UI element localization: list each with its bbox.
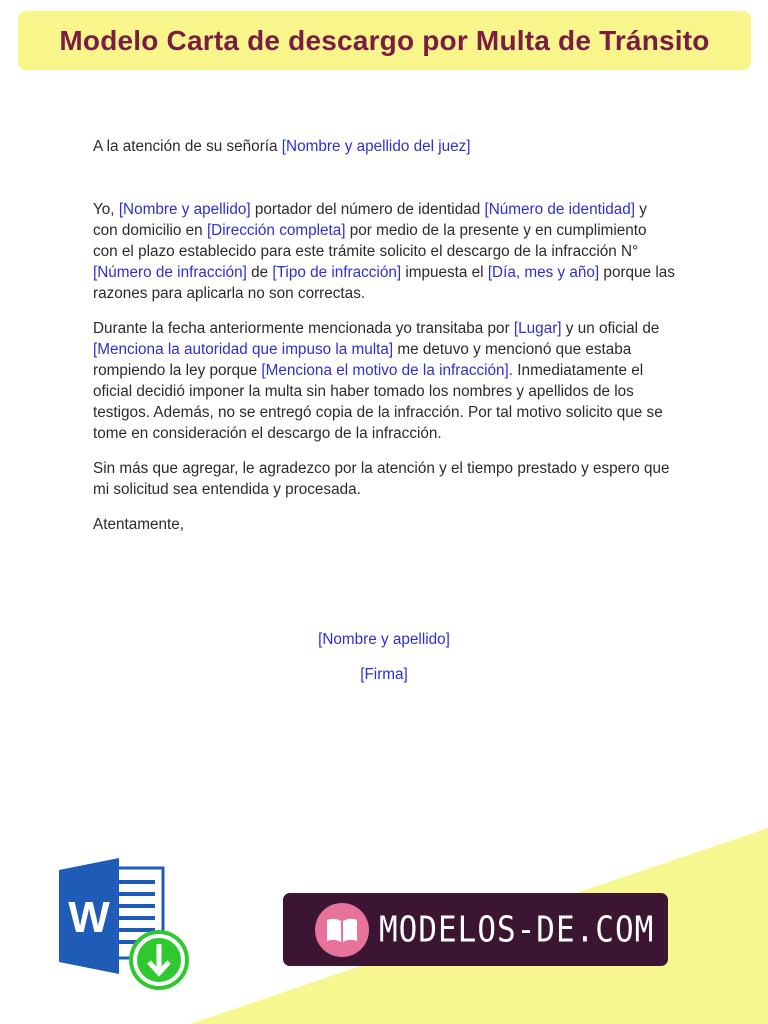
placeholder-field: [Menciona el motivo de la infracción]. xyxy=(261,362,514,379)
letter-text: de xyxy=(246,264,273,281)
svg-text:W: W xyxy=(68,893,110,942)
salutation-line xyxy=(93,136,675,157)
placeholder-field: [Número de infracción] xyxy=(93,264,247,281)
letter-body xyxy=(93,136,675,535)
letter-text: por medio de la presente y en cumplimiento con el plazo establecido para este trámite solicito el descargo de la infracción N° xyxy=(93,222,647,260)
letter-text: y con domicilio en xyxy=(93,201,647,239)
letter-text: Durante la fecha anteriormente mencionada yo transitaba por xyxy=(93,320,514,337)
signature-name-placeholder: [Nombre y apellido] xyxy=(318,631,450,648)
page-title: Modelo Carta de descargo por Multa de Tránsito xyxy=(59,24,710,56)
placeholder-field: [Menciona la autoridad que impuso la multa] xyxy=(93,341,394,358)
placeholder-field: [Lugar] xyxy=(513,320,562,337)
placeholder-field: [Número de identidad] xyxy=(484,201,635,218)
letter-text: portador del número de identidad xyxy=(250,201,485,218)
letter-text: me detuvo y mencionó que estaba rompiendo la ley porque xyxy=(93,341,632,379)
signature-placeholder: [Firma] xyxy=(360,666,408,683)
paragraph-3: Sin más que agregar, le agradezco por la atención y el tiempo prestado y espero que mi solicitud sea entendida y procesada. xyxy=(93,460,670,498)
judge-name-placeholder: [Nombre y apellido del juez] xyxy=(281,138,471,155)
word-download-icon[interactable] xyxy=(55,856,195,996)
brand-text: MODELOS-DE.COM xyxy=(379,908,655,951)
brand-banner[interactable] xyxy=(283,893,668,966)
letter-text: impuesta el xyxy=(401,264,488,281)
closing-line: Atentamente, xyxy=(93,516,184,533)
letter-text: porque las razones para aplicarla no son correctas. xyxy=(93,264,675,302)
title-banner xyxy=(18,11,751,70)
placeholder-field: [Día, mes y año] xyxy=(487,264,600,281)
book-icon xyxy=(315,903,369,957)
paragraph-2 xyxy=(93,318,675,444)
paragraph-1 xyxy=(93,199,675,304)
letter-text: Inmediatamente el oficial decidió imponer la multa sin haber tomado los nombres y apellidos de los testigos. Además, no se entregó copia de la infracción. Por tal motivo solicito que se tome en consideración el descargo de la infracción. xyxy=(93,362,663,442)
letter-text: y un oficial de xyxy=(561,320,660,337)
letter-text: Yo, xyxy=(93,201,119,218)
salutation-text: A la atención de su señoría xyxy=(93,138,282,155)
placeholder-field: [Nombre y apellido] xyxy=(118,201,251,218)
placeholder-field: [Tipo de infracción] xyxy=(272,264,402,281)
placeholder-field: [Dirección completa] xyxy=(206,222,346,239)
